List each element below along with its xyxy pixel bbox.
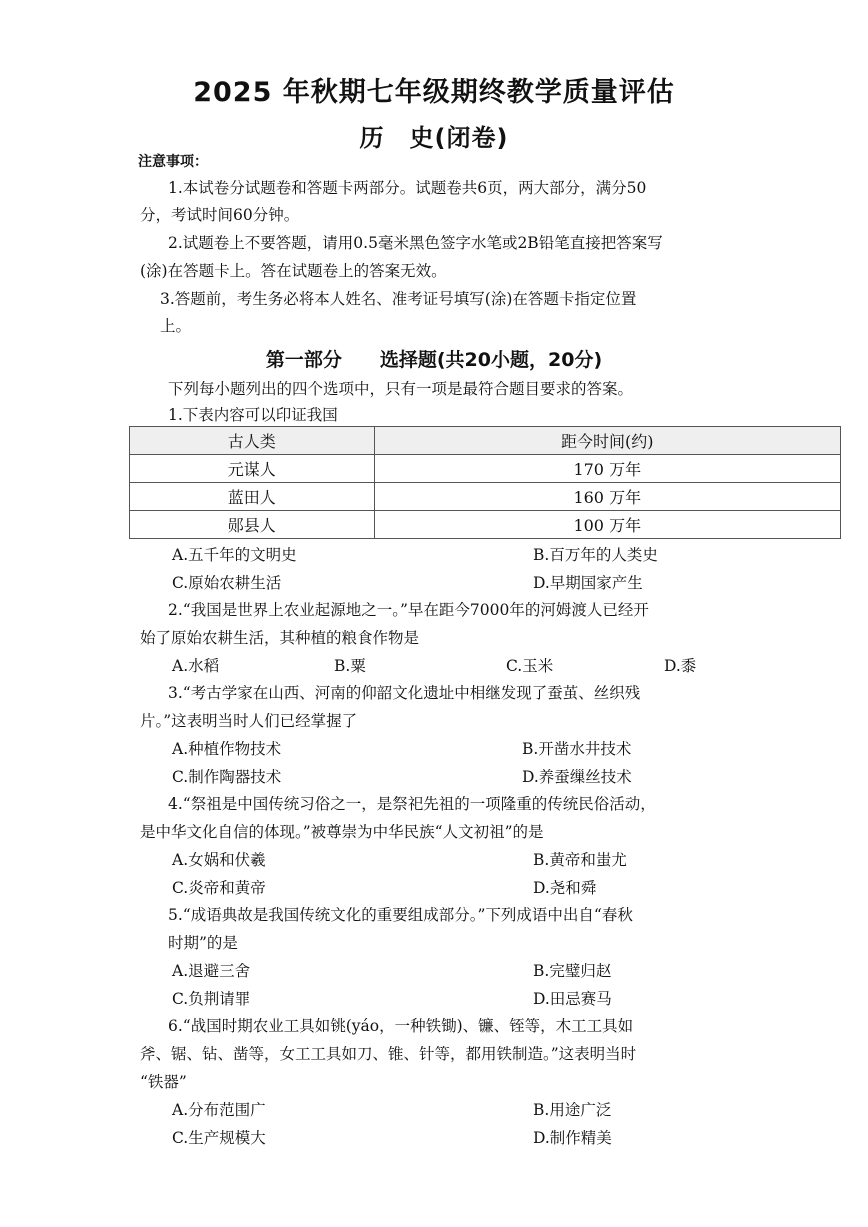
question-stem: 4.“祭祖是中国传统习俗之一，是祭祀先祖的一项隆重的传统民俗活动， [168, 795, 656, 813]
section-title: 第一部分 选择题(共20小题，20分) [265, 349, 603, 371]
table-cell: 蓝田人 [130, 483, 375, 511]
option: C.负荆请罪 [172, 990, 251, 1008]
question-stem: 5.“成语典故是我国传统文化的重要组成部分。”下列成语中出自“春秋 [168, 906, 633, 924]
option: A.分布范围广 [172, 1101, 266, 1119]
table-cell: 160 万年 [374, 483, 840, 511]
question-stem: 片。”这表明当时人们已经掌握了 [140, 712, 358, 730]
option: C.生产规模大 [172, 1129, 266, 1147]
option: A.退避三舍 [172, 962, 251, 980]
table-header-cell: 距今时间(约) [374, 427, 840, 455]
question-stem: 6.“战国时期农业工具如铫(yáo，一种铁锄)、镰、铚等，木工工具如 [168, 1017, 634, 1035]
option: C.玉米 [506, 657, 554, 675]
option: B.完璧归赵 [533, 962, 612, 980]
option: B.用途广泛 [533, 1101, 612, 1119]
notice-line: 上。 [160, 317, 192, 335]
option: A.种植作物技术 [172, 740, 282, 758]
notice-line: 3.答题前，考生务必将本人姓名、准考证号填写(涂)在答题卡指定位置 [160, 290, 637, 308]
table-row [130, 483, 841, 511]
table-cell: 元谋人 [130, 455, 375, 483]
option: A.水稻 [172, 657, 220, 675]
notice-heading: 注意事项： [138, 154, 208, 170]
option: B.百万年的人类史 [533, 546, 658, 564]
question-stem: 2.“我国是世界上农业起源地之一。”早在距今7000年的河姆渡人已经开 [168, 601, 649, 619]
question-stem: 斧、锯、钻、凿等，女工工具如刀、锥、针等，都用铁制造。”这表明当时 [140, 1045, 637, 1063]
table-row [130, 455, 841, 483]
table-cell: 170 万年 [374, 455, 840, 483]
instruction: 下列每小题列出的四个选项中，只有一项是最符合题目要求的答案。 [168, 380, 634, 398]
option: C.原始农耕生活 [172, 574, 282, 592]
option: C.炎帝和黄帝 [172, 879, 266, 897]
table-cell: 100 万年 [374, 511, 840, 539]
notice-line: 1.本试卷分试题卷和答题卡两部分。试题卷共6页，两大部分，满分50 [168, 179, 647, 197]
question-stem: 是中华文化自信的体现。”被尊崇为中华民族“人文初祖”的是 [140, 823, 544, 841]
option: D.田忌赛马 [533, 990, 612, 1008]
notice-line: 2.试题卷上不要答题，请用0.5毫米黑色签字水笔或2B铅笔直接把答案写 [168, 234, 663, 252]
table-header-row [130, 427, 841, 455]
option: A.五千年的文明史 [172, 546, 297, 564]
hominid-table [129, 426, 841, 539]
option: B.开凿水井技术 [522, 740, 632, 758]
exam-subtitle: 历 史(闭卷) [359, 124, 509, 152]
option: D.养蚕缫丝技术 [522, 768, 632, 786]
option: C.制作陶器技术 [172, 768, 282, 786]
question-stem: 始了原始农耕生活，其种植的粮食作物是 [140, 629, 420, 647]
option: B.黄帝和蚩尤 [533, 851, 627, 869]
question-stem: 时期”的是 [168, 934, 238, 952]
option: A.女娲和伏羲 [172, 851, 266, 869]
option: D.尧和舜 [533, 879, 597, 897]
option: D.黍 [664, 657, 697, 675]
notice-line: (涂)在答题卡上。答在试题卷上的答案无效。 [140, 262, 447, 280]
notice-line: 分，考试时间60分钟。 [140, 206, 300, 224]
option: D.早期国家产生 [533, 574, 643, 592]
table-cell: 郧县人 [130, 511, 375, 539]
option: B.粟 [334, 657, 366, 675]
option: D.制作精美 [533, 1129, 612, 1147]
table-row [130, 511, 841, 539]
question-stem: 3.“考古学家在山西、河南的仰韶文化遗址中相继发现了蚕茧、丝织残 [168, 684, 641, 702]
exam-title: 2025 年秋期七年级期终教学质量评估 [193, 77, 675, 108]
question-stem: “铁器” [140, 1073, 187, 1091]
question-stem: 1.下表内容可以印证我国 [168, 406, 338, 424]
table-header-cell: 古人类 [130, 427, 375, 455]
